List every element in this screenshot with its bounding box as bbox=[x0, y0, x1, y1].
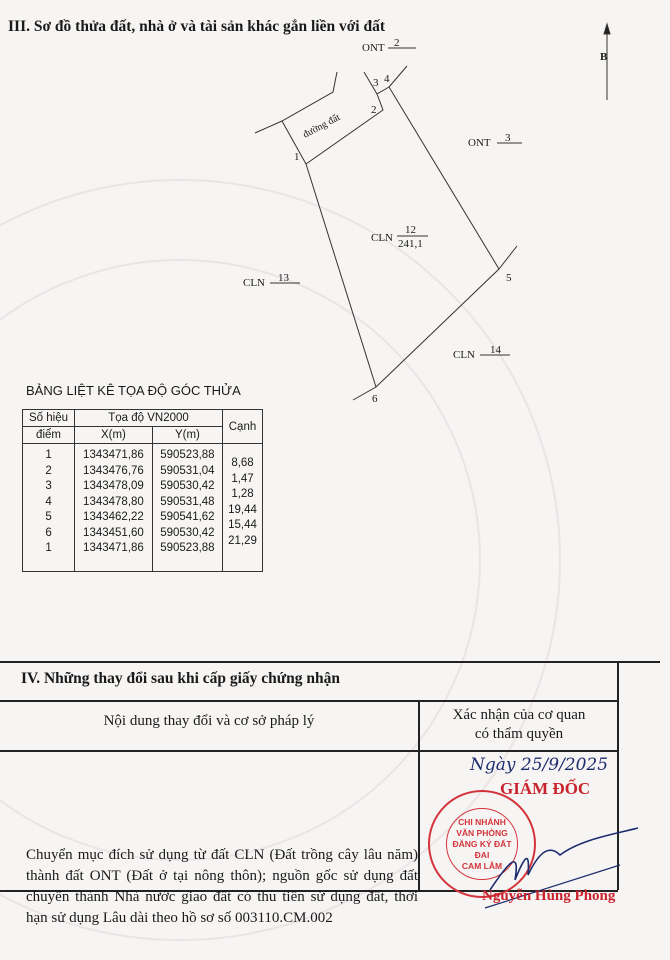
neighbor-type: ONT bbox=[362, 42, 385, 54]
header-system: Tọa độ VN2000 bbox=[75, 410, 223, 427]
road-label: đường đất bbox=[301, 111, 343, 141]
parcel-number: 12 bbox=[405, 224, 416, 236]
point-label: 2 bbox=[371, 104, 377, 116]
north-label: B bbox=[600, 51, 608, 63]
north-arrow-head bbox=[604, 24, 610, 34]
point-label: 1 bbox=[294, 151, 300, 163]
neighbor-number: 14 bbox=[490, 344, 501, 356]
neighbor-number: 2 bbox=[394, 37, 400, 49]
official-stamp: CHI NHÁNH VĂN PHÒNG ĐĂNG KÝ ĐẤT ĐAI CAM LÂM bbox=[428, 790, 536, 898]
coord-table-title: BẢNG LIỆT KÊ TỌA ĐỘ GÓC THỬA bbox=[26, 383, 241, 398]
neighbor-number: 13 bbox=[278, 272, 289, 284]
parcel-area: 241,1 bbox=[398, 238, 423, 250]
confirmation-column-header: Xác nhận của cơ quan có thẩm quyền bbox=[452, 707, 586, 742]
parcel-type: CLN bbox=[371, 232, 393, 244]
boundary-extension bbox=[389, 66, 407, 87]
divider bbox=[0, 750, 618, 752]
handwritten-date: Ngày 25/9/2025 bbox=[470, 755, 609, 775]
divider bbox=[0, 700, 618, 702]
signer-name: Nguyễn Hùng Phong bbox=[482, 888, 616, 904]
header-x: X(m) bbox=[75, 427, 153, 444]
point-label: 4 bbox=[384, 73, 390, 85]
boundary-extension bbox=[499, 246, 517, 269]
header-point: Số hiệu bbox=[23, 410, 75, 427]
signer-title: GIÁM ĐỐC bbox=[500, 779, 591, 798]
parcel-boundary bbox=[306, 87, 499, 387]
header-point-2: điểm bbox=[23, 427, 75, 444]
edge-column: 8,68 1,47 1,28 19,44 15,44 21,29 bbox=[223, 444, 263, 572]
point-label: 6 bbox=[372, 393, 378, 405]
header-y: Y(m) bbox=[152, 427, 222, 444]
coordinate-table bbox=[22, 409, 263, 572]
neighbor-type: CLN bbox=[243, 277, 265, 289]
point-label: 3 bbox=[373, 77, 379, 89]
neighbor-number: 3 bbox=[505, 132, 511, 144]
x-column: 1343471,86 1343476,76 1343478,09 1343478,80 1343462,22 1343451,60 1343471,86 bbox=[75, 444, 153, 572]
neighbor-type: ONT bbox=[468, 137, 491, 149]
change-content: Chuyển mục đích sử dụng từ đất CLN (Đất trồng cây lâu năm) thành đất ONT (Đất ở tại nông thôn); nguồn gốc sử dụng đất chuyển thành Nhà nước giao đất có thu tiền sử dụng đất, thời hạn sử dụng Lâu dài theo hồ sơ số 003110.CM.002 bbox=[26, 847, 418, 926]
neighbor-type: CLN bbox=[453, 349, 475, 361]
point-column: 1 2 3 4 5 6 1 bbox=[23, 444, 75, 572]
section-3-title: III. Sơ đồ thửa đất, nhà ở và tài sản khác gắn liền với đất bbox=[8, 18, 386, 35]
divider bbox=[0, 661, 660, 663]
section-4-title: IV. Những thay đổi sau khi cấp giấy chứng nhận bbox=[21, 670, 340, 687]
parcel-diagram bbox=[0, 0, 660, 420]
point-label: 5 bbox=[506, 272, 512, 284]
header-edge: Cạnh bbox=[223, 410, 263, 444]
changes-column-header: Nội dung thay đổi và cơ sở pháp lý bbox=[103, 713, 315, 729]
y-column: 590523,88 590531,04 590530,42 590531,48 590541,62 590530,42 590523,88 bbox=[152, 444, 222, 572]
